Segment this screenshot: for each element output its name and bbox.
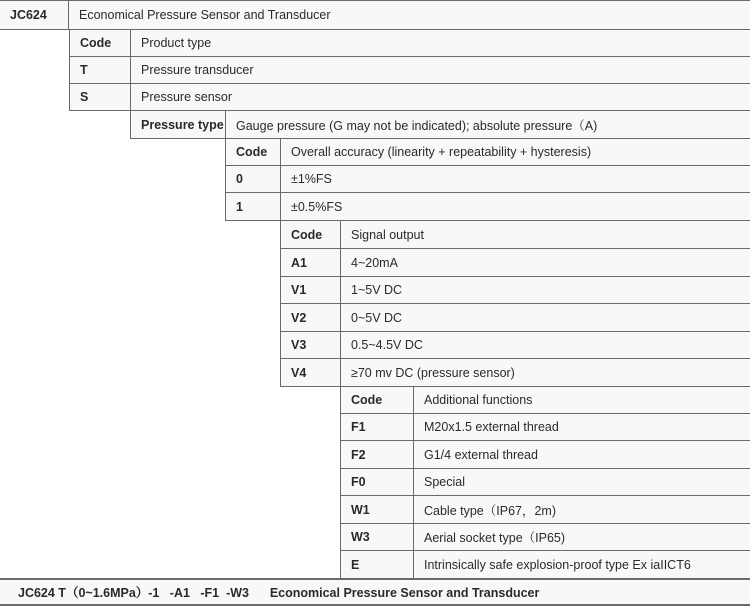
code-cell: V2	[280, 303, 341, 332]
code-cell: A1	[280, 248, 341, 277]
description-cell: Special	[413, 468, 750, 496]
code-cell: F1	[340, 413, 414, 441]
code-cell: V1	[280, 276, 341, 304]
description-cell: Cable type（IP67，2m)	[413, 495, 750, 524]
description-cell: Signal output	[340, 220, 750, 249]
code-cell: Code	[69, 29, 131, 57]
description-cell: Pressure sensor	[130, 83, 750, 111]
description-cell: 0.5~4.5V DC	[340, 331, 750, 359]
description-cell: Economical Pressure Sensor and Transducer	[68, 0, 750, 30]
model-example: JC624 T（0~1.6MPa）-1 -A1 -F1 -W3 Economical Pressure Sensor and Transducer	[0, 578, 750, 606]
code-cell: 0	[225, 165, 281, 193]
code-cell: E	[340, 550, 414, 579]
code-cell: F2	[340, 440, 414, 469]
code-cell: V3	[280, 331, 341, 359]
code-cell: 1	[225, 192, 281, 221]
code-cell: Code	[340, 386, 414, 414]
description-cell: 4~20mA	[340, 248, 750, 277]
description-cell: Intrinsically safe explosion-proof type Ex iaIICT6	[413, 550, 750, 579]
description-cell: Aerial socket type（IP65)	[413, 523, 750, 551]
code-cell: F0	[340, 468, 414, 496]
description-cell: ≥70 mv DC (pressure sensor)	[340, 358, 750, 387]
description-cell: ±0.5%FS	[280, 192, 750, 221]
description-cell: G1/4 external thread	[413, 440, 750, 469]
description-cell: 0~5V DC	[340, 303, 750, 332]
description-cell: Overall accuracy (linearity + repeatability + hysteresis)	[280, 138, 750, 166]
description-cell: Product type	[130, 29, 750, 57]
code-cell: Code	[225, 138, 281, 166]
code-cell: Code	[280, 220, 341, 249]
description-cell: Additional functions	[413, 386, 750, 414]
description-cell: M20x1.5 external thread	[413, 413, 750, 441]
code-cell: S	[69, 83, 131, 111]
description-cell: 1~5V DC	[340, 276, 750, 304]
description-cell: ±1%FS	[280, 165, 750, 193]
code-cell: JC624	[0, 0, 69, 30]
description-cell: Pressure transducer	[130, 56, 750, 84]
code-cell: Pressure type	[130, 110, 226, 139]
code-cell: T	[69, 56, 131, 84]
code-cell: V4	[280, 358, 341, 387]
code-cell: W3	[340, 523, 414, 551]
code-cell: W1	[340, 495, 414, 524]
description-cell: Gauge pressure (G may not be indicated); absolute pressure（A)	[225, 110, 750, 139]
